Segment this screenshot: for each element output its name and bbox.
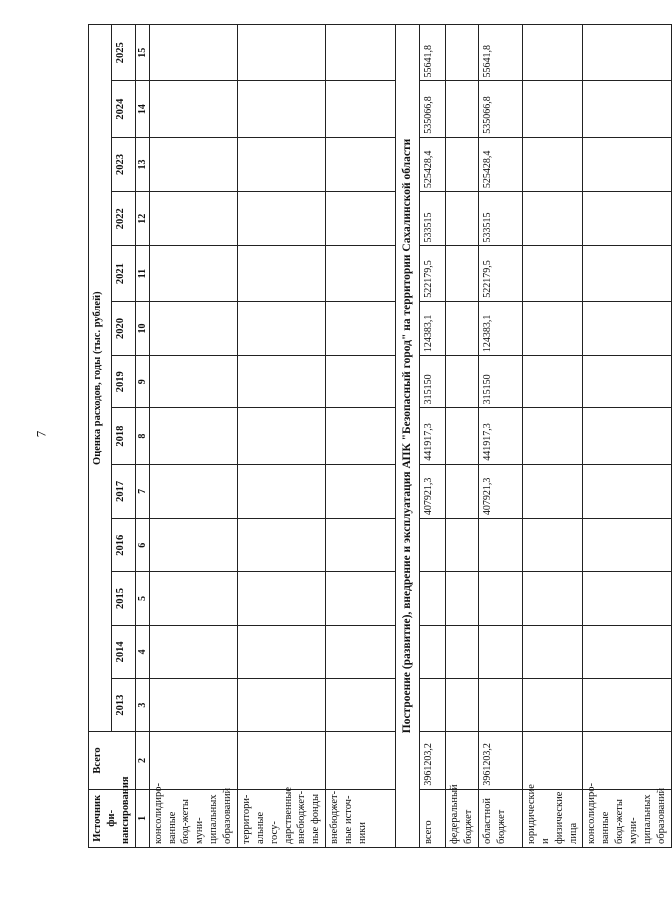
value-cell: 533515 bbox=[478, 192, 522, 246]
table-row bbox=[326, 25, 396, 848]
value-cell bbox=[446, 137, 479, 191]
table-cell bbox=[326, 81, 396, 137]
row-label: консолидиро-ванные бюд-жеты муни-ципальных образований bbox=[583, 789, 671, 847]
table-cell bbox=[326, 137, 396, 191]
year-header: 2020 bbox=[112, 301, 135, 355]
table-cell bbox=[237, 572, 325, 625]
table-cell bbox=[237, 192, 325, 246]
table-cell bbox=[149, 679, 237, 732]
row-label: консолидиро-ванные бюд-жеты муни-ципальных образований bbox=[149, 789, 237, 847]
table-row bbox=[446, 25, 479, 848]
total-cell: 3961203,2 bbox=[420, 732, 446, 789]
row-label: территори-альные госу-дарственные внебюджет-ные фонды bbox=[237, 789, 325, 847]
value-cell: 441917,3 bbox=[420, 408, 446, 464]
total-header: Всего bbox=[89, 732, 136, 789]
table-cell bbox=[326, 679, 396, 732]
header-row-1 bbox=[89, 25, 112, 848]
table-row bbox=[149, 25, 237, 848]
total-cell bbox=[522, 732, 582, 789]
table-body bbox=[149, 25, 671, 848]
value-cell: 533515 bbox=[420, 192, 446, 246]
value-cell bbox=[420, 679, 446, 732]
page-number: 7 bbox=[33, 430, 49, 438]
table-row bbox=[237, 25, 325, 848]
value-cell bbox=[522, 192, 582, 246]
table-cell bbox=[149, 625, 237, 678]
column-index: 3 bbox=[135, 679, 149, 732]
table-row bbox=[522, 25, 582, 848]
table-cell bbox=[149, 81, 237, 137]
value-cell: 315150 bbox=[478, 356, 522, 408]
table-cell bbox=[326, 732, 396, 789]
table-cell bbox=[237, 679, 325, 732]
value-cell: 124383,1 bbox=[478, 301, 522, 355]
table-cell bbox=[326, 408, 396, 464]
value-cell bbox=[478, 519, 522, 572]
value-cell: 535066,8 bbox=[478, 81, 522, 137]
value-cell bbox=[522, 464, 582, 518]
value-cell bbox=[446, 25, 479, 81]
value-cell bbox=[583, 625, 671, 678]
year-header: 2016 bbox=[112, 519, 135, 572]
value-cell bbox=[522, 25, 582, 81]
year-header: 2015 bbox=[112, 572, 135, 625]
year-header: 2018 bbox=[112, 408, 135, 464]
value-cell bbox=[446, 572, 479, 625]
table-cell bbox=[326, 25, 396, 81]
value-cell bbox=[446, 246, 479, 301]
estimate-header: Оценка расходов, годы (тыс. рублей) bbox=[89, 25, 112, 732]
column-index: 10 bbox=[135, 301, 149, 355]
value-cell: 535066,8 bbox=[420, 81, 446, 137]
year-header: 2017 bbox=[112, 464, 135, 518]
table-cell bbox=[149, 572, 237, 625]
value-cell bbox=[446, 408, 479, 464]
value-cell bbox=[583, 25, 671, 81]
year-header: 2021 bbox=[112, 246, 135, 301]
value-cell: 124383,1 bbox=[420, 301, 446, 355]
table-cell bbox=[326, 625, 396, 678]
year-header: 2024 bbox=[112, 81, 135, 137]
table-cell bbox=[149, 301, 237, 355]
year-header: 2025 bbox=[112, 25, 135, 81]
value-cell: 522179,5 bbox=[478, 246, 522, 301]
table-cell bbox=[237, 246, 325, 301]
table-cell bbox=[326, 519, 396, 572]
value-cell bbox=[583, 356, 671, 408]
year-header: 2013 bbox=[112, 679, 135, 732]
column-index: 5 bbox=[135, 572, 149, 625]
column-index: 8 bbox=[135, 408, 149, 464]
value-cell bbox=[583, 464, 671, 518]
value-cell bbox=[522, 572, 582, 625]
column-index: 7 bbox=[135, 464, 149, 518]
column-index: 9 bbox=[135, 356, 149, 408]
row-label: областной бюджет bbox=[478, 789, 522, 847]
table-cell bbox=[149, 464, 237, 518]
column-index-row bbox=[135, 25, 149, 848]
rotated-page bbox=[88, 24, 667, 848]
value-cell bbox=[446, 192, 479, 246]
value-cell bbox=[583, 192, 671, 246]
value-cell bbox=[420, 625, 446, 678]
table-cell bbox=[326, 464, 396, 518]
table-cell bbox=[149, 246, 237, 301]
column-index: 13 bbox=[135, 137, 149, 191]
value-cell bbox=[522, 246, 582, 301]
year-header: 2014 bbox=[112, 625, 135, 678]
table-cell bbox=[237, 732, 325, 789]
value-cell bbox=[583, 81, 671, 137]
value-cell bbox=[446, 301, 479, 355]
column-index: 14 bbox=[135, 81, 149, 137]
value-cell bbox=[522, 301, 582, 355]
table-cell bbox=[237, 81, 325, 137]
table-cell bbox=[149, 732, 237, 789]
table-cell bbox=[149, 519, 237, 572]
table-row bbox=[420, 25, 446, 848]
table-cell bbox=[149, 356, 237, 408]
table-cell bbox=[149, 137, 237, 191]
table-cell bbox=[237, 301, 325, 355]
value-cell bbox=[420, 572, 446, 625]
value-cell bbox=[478, 625, 522, 678]
funding-table bbox=[88, 24, 672, 848]
total-cell: 3961203,2 bbox=[478, 732, 522, 789]
row-label: всего bbox=[420, 789, 446, 847]
column-index: 4 bbox=[135, 625, 149, 678]
value-cell: 55641,8 bbox=[420, 25, 446, 81]
value-cell bbox=[522, 679, 582, 732]
value-cell bbox=[522, 625, 582, 678]
table-cell bbox=[149, 408, 237, 464]
value-cell bbox=[446, 356, 479, 408]
year-header: 2022 bbox=[112, 192, 135, 246]
value-cell bbox=[583, 519, 671, 572]
row-label: юридические и физические лица bbox=[522, 789, 582, 847]
value-cell: 525428,4 bbox=[478, 137, 522, 191]
column-index: 15 bbox=[135, 25, 149, 81]
source-header: Источник фи-нансирования bbox=[89, 789, 136, 847]
value-cell bbox=[522, 356, 582, 408]
value-cell bbox=[522, 137, 582, 191]
value-cell: 525428,4 bbox=[420, 137, 446, 191]
value-cell bbox=[478, 679, 522, 732]
value-cell: 407921,3 bbox=[420, 464, 446, 518]
value-cell bbox=[583, 246, 671, 301]
row-label: федеральный бюджет bbox=[446, 789, 479, 847]
value-cell bbox=[478, 572, 522, 625]
table-cell bbox=[149, 192, 237, 246]
section-title: Построение (развитие), внедрение и эксплуатация АПК "Безопасный город" на территории Сахалинской области bbox=[396, 25, 420, 848]
table-cell bbox=[237, 625, 325, 678]
value-cell bbox=[522, 81, 582, 137]
value-cell bbox=[446, 519, 479, 572]
table-cell bbox=[237, 137, 325, 191]
value-cell bbox=[446, 464, 479, 518]
table-row bbox=[478, 25, 522, 848]
table-cell bbox=[326, 301, 396, 355]
years-row bbox=[112, 25, 135, 848]
value-cell: 522179,5 bbox=[420, 246, 446, 301]
column-index: 1 bbox=[135, 789, 149, 847]
column-index: 11 bbox=[135, 246, 149, 301]
value-cell bbox=[420, 519, 446, 572]
column-index: 6 bbox=[135, 519, 149, 572]
value-cell bbox=[583, 679, 671, 732]
table-cell bbox=[326, 572, 396, 625]
column-index: 12 bbox=[135, 192, 149, 246]
table-cell bbox=[326, 246, 396, 301]
value-cell bbox=[583, 408, 671, 464]
table-cell bbox=[237, 519, 325, 572]
table-cell bbox=[326, 192, 396, 246]
table-cell bbox=[237, 25, 325, 81]
value-cell bbox=[522, 408, 582, 464]
year-header: 2023 bbox=[112, 137, 135, 191]
value-cell: 441917,3 bbox=[478, 408, 522, 464]
total-cell bbox=[446, 732, 479, 789]
table-cell bbox=[237, 356, 325, 408]
value-cell bbox=[583, 301, 671, 355]
value-cell: 407921,3 bbox=[478, 464, 522, 518]
table-cell bbox=[237, 464, 325, 518]
value-cell bbox=[583, 137, 671, 191]
value-cell bbox=[522, 519, 582, 572]
value-cell bbox=[446, 625, 479, 678]
value-cell: 315150 bbox=[420, 356, 446, 408]
table-cell bbox=[149, 25, 237, 81]
column-index: 2 bbox=[135, 732, 149, 789]
total-cell bbox=[583, 732, 671, 789]
value-cell bbox=[583, 572, 671, 625]
table-cell bbox=[326, 356, 396, 408]
value-cell: 55641,8 bbox=[478, 25, 522, 81]
year-header: 2019 bbox=[112, 356, 135, 408]
value-cell bbox=[446, 679, 479, 732]
table-row bbox=[583, 25, 671, 848]
section-row bbox=[396, 25, 420, 848]
row-label: внебюджет-ные источ-ники bbox=[326, 789, 396, 847]
table-cell bbox=[237, 408, 325, 464]
value-cell bbox=[446, 81, 479, 137]
